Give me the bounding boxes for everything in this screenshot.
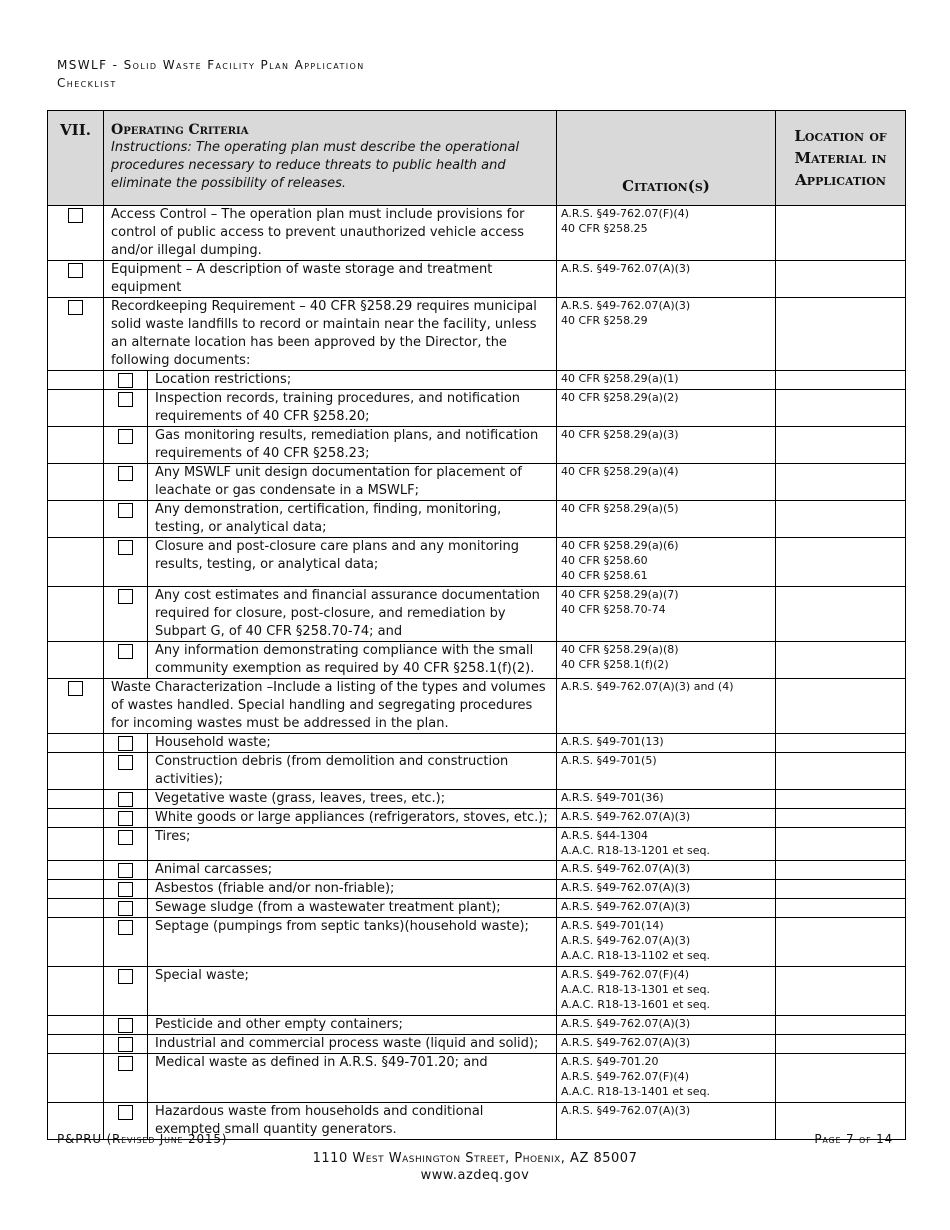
location-cell[interactable] <box>776 206 906 261</box>
subitem-text: Any demonstration, certification, finding, monitoring, testing, or analytical data; <box>148 501 557 538</box>
checkbox-cell <box>104 828 148 861</box>
location-cell[interactable] <box>776 261 906 298</box>
subitem-text: Any cost estimates and financial assurance documentation required for closure, post-closure, and remediation by Subpart G, of 40 CFR §258.70-74; and <box>148 587 557 642</box>
location-cell[interactable] <box>776 790 906 809</box>
citation-cell: A.R.S. §49-701(14) A.R.S. §49-762.07(A)(3) A.A.C. R18-13-1102 et seq. <box>557 918 776 967</box>
citation-cell: A.R.S. §49-762.07(A)(3) <box>557 880 776 899</box>
location-cell[interactable] <box>776 538 906 587</box>
checkbox[interactable] <box>118 1018 133 1033</box>
citation-cell: A.R.S. §49-762.07(A)(3) and (4) <box>557 679 776 734</box>
item-text: Equipment – A description of waste storage and treatment equipment <box>104 261 557 298</box>
subitem-text: White goods or large appliances (refrigerators, stoves, etc.); <box>148 809 557 828</box>
subitem-text: Tires; <box>148 828 557 861</box>
indent-cell <box>48 371 104 390</box>
location-cell[interactable] <box>776 899 906 918</box>
citation-cell: A.R.S. §49-701.20 A.R.S. §49-762.07(F)(4) A.A.C. R18-13-1401 et seq. <box>557 1054 776 1103</box>
indent-cell <box>48 861 104 880</box>
citation-cell: A.R.S. §49-701(5) <box>557 753 776 790</box>
checkbox-cell <box>104 371 148 390</box>
checkbox[interactable] <box>118 811 133 826</box>
checkbox-cell <box>104 1054 148 1103</box>
citation-cell: A.R.S. §49-762.07(A)(3) <box>557 1103 776 1140</box>
checkbox[interactable] <box>118 392 133 407</box>
subitem-text: Household waste; <box>148 734 557 753</box>
checklist-subitem-row <box>48 587 906 642</box>
checkbox-cell <box>104 642 148 679</box>
location-cell[interactable] <box>776 753 906 790</box>
location-cell[interactable] <box>776 1054 906 1103</box>
subitem-text: Construction debris (from demolition and construction activities); <box>148 753 557 790</box>
citation-cell: A.R.S. §49-762.07(A)(3) <box>557 261 776 298</box>
checkbox[interactable] <box>118 736 133 751</box>
citation-cell: A.R.S. §49-762.07(A)(3) <box>557 809 776 828</box>
checklist-item-row <box>48 261 906 298</box>
checklist-subitem-row <box>48 464 906 501</box>
checkbox[interactable] <box>118 901 133 916</box>
citation-cell: A.R.S. §49-762.07(A)(3) <box>557 899 776 918</box>
checkbox-cell <box>104 809 148 828</box>
checkbox-cell <box>104 790 148 809</box>
location-cell[interactable] <box>776 734 906 753</box>
indent-cell <box>48 587 104 642</box>
indent-cell <box>48 427 104 464</box>
checkbox[interactable] <box>118 1056 133 1071</box>
location-cell[interactable] <box>776 642 906 679</box>
checkbox-cell <box>104 538 148 587</box>
subitem-text: Sewage sludge (from a wastewater treatment plant); <box>148 899 557 918</box>
section-number: VII. <box>48 111 104 206</box>
checkbox[interactable] <box>118 1105 133 1120</box>
checklist-subitem-row <box>48 371 906 390</box>
location-cell[interactable] <box>776 501 906 538</box>
checkbox-cell <box>104 753 148 790</box>
citation-cell: A.R.S. §49-762.07(A)(3) <box>557 1016 776 1035</box>
indent-cell <box>48 918 104 967</box>
subitem-text: Industrial and commercial process waste (liquid and solid); <box>148 1035 557 1054</box>
checkbox-cell <box>104 967 148 1016</box>
checkbox-cell <box>48 679 104 734</box>
location-cell[interactable] <box>776 427 906 464</box>
citation-cell: A.R.S. §49-701(13) <box>557 734 776 753</box>
subitem-text: Hazardous waste from households and conditional exempted small quantity generators. <box>148 1103 557 1140</box>
item-text: Access Control – The operation plan must include provisions for control of public access to prevent unauthorized vehicle access and/or illegal dumping. <box>104 206 557 261</box>
header-title: MSWLF - Solid Waste Facility Plan Application <box>57 58 365 72</box>
citation-column-header: Citation(s) <box>557 111 776 206</box>
checkbox[interactable] <box>68 681 83 696</box>
checkbox[interactable] <box>118 830 133 845</box>
location-cell[interactable] <box>776 464 906 501</box>
location-cell[interactable] <box>776 371 906 390</box>
location-cell[interactable] <box>776 828 906 861</box>
location-cell[interactable] <box>776 1035 906 1054</box>
checkbox-cell <box>104 390 148 427</box>
checkbox-cell <box>104 1035 148 1054</box>
checklist-subitem-row <box>48 899 906 918</box>
checkbox[interactable] <box>118 882 133 897</box>
checkbox-cell <box>104 918 148 967</box>
checkbox-cell <box>48 206 104 261</box>
indent-cell <box>48 828 104 861</box>
checklist-subitem-row <box>48 880 906 899</box>
checklist-item-row <box>48 679 906 734</box>
indent-cell <box>48 880 104 899</box>
checklist-subitem-row <box>48 1035 906 1054</box>
checklist-subitem-row <box>48 918 906 967</box>
subitem-text: Inspection records, training procedures, and notification requirements of 40 CFR §258.20; <box>148 390 557 427</box>
checkbox[interactable] <box>118 373 133 388</box>
indent-cell <box>48 464 104 501</box>
location-column-header: Location of Material in Application <box>776 111 906 206</box>
checkbox[interactable] <box>118 589 133 604</box>
subitem-text: Closure and post-closure care plans and any monitoring results, testing, or analytical data; <box>148 538 557 587</box>
checkbox[interactable] <box>68 263 83 278</box>
checklist-subitem-row <box>48 642 906 679</box>
citation-cell: 40 CFR §258.29(a)(5) <box>557 501 776 538</box>
checkbox-cell <box>48 298 104 371</box>
indent-cell <box>48 734 104 753</box>
subitem-text: Animal carcasses; <box>148 861 557 880</box>
subitem-text: Gas monitoring results, remediation plans, and notification requirements of 40 CFR §258.23; <box>148 427 557 464</box>
citation-cell: A.R.S. §49-762.07(A)(3) <box>557 1035 776 1054</box>
citation-cell: 40 CFR §258.29(a)(1) <box>557 371 776 390</box>
section-heading-cell <box>104 111 557 206</box>
subitem-text: Septage (pumpings from septic tanks)(household waste); <box>148 918 557 967</box>
checklist-subitem-row <box>48 828 906 861</box>
indent-cell <box>48 790 104 809</box>
checkbox-cell <box>104 899 148 918</box>
subitem-text: Any MSWLF unit design documentation for placement of leachate or gas condensate in a MSWLF; <box>148 464 557 501</box>
checklist-subitem-row <box>48 861 906 880</box>
location-cell[interactable] <box>776 390 906 427</box>
checkbox[interactable] <box>118 644 133 659</box>
checkbox[interactable] <box>68 300 83 315</box>
location-cell[interactable] <box>776 809 906 828</box>
location-cell[interactable] <box>776 298 906 371</box>
citation-cell: 40 CFR §258.29(a)(4) <box>557 464 776 501</box>
checklist-subitem-row <box>48 790 906 809</box>
indent-cell <box>48 967 104 1016</box>
checkbox-cell <box>104 861 148 880</box>
indent-cell <box>48 1054 104 1103</box>
checklist-subitem-row <box>48 427 906 464</box>
citation-cell: 40 CFR §258.29(a)(8) 40 CFR §258.1(f)(2) <box>557 642 776 679</box>
citation-cell: A.R.S. §44-1304 A.A.C. R18-13-1201 et seq. <box>557 828 776 861</box>
checkbox[interactable] <box>118 1037 133 1052</box>
header-subtitle: Checklist <box>57 76 117 90</box>
checkbox-cell <box>104 464 148 501</box>
checklist-item-row <box>48 298 906 371</box>
citation-cell: 40 CFR §258.29(a)(7) 40 CFR §258.70-74 <box>557 587 776 642</box>
citation-cell: A.R.S. §49-762.07(F)(4) 40 CFR §258.25 <box>557 206 776 261</box>
indent-cell <box>48 390 104 427</box>
indent-cell <box>48 1035 104 1054</box>
subitem-text: Special waste; <box>148 967 557 1016</box>
checkbox[interactable] <box>118 540 133 555</box>
indent-cell <box>48 1016 104 1035</box>
checklist-subitem-row <box>48 538 906 587</box>
citation-cell: A.R.S. §49-762.07(A)(3) 40 CFR §258.29 <box>557 298 776 371</box>
table-header-row <box>48 111 906 206</box>
checkbox-cell <box>104 587 148 642</box>
checkbox[interactable] <box>118 920 133 935</box>
checklist-subitem-row <box>48 390 906 427</box>
location-cell[interactable] <box>776 967 906 1016</box>
checkbox-cell <box>104 427 148 464</box>
checklist-subitem-row <box>48 809 906 828</box>
checkbox-cell <box>104 1016 148 1035</box>
checkbox-cell <box>104 501 148 538</box>
subitem-text: Any information demonstrating compliance with the small community exemption as required by 40 CFR §258.1(f)(2). <box>148 642 557 679</box>
page-header <box>57 56 365 92</box>
checkbox[interactable] <box>118 755 133 770</box>
checkbox[interactable] <box>118 429 133 444</box>
indent-cell <box>48 501 104 538</box>
checkbox[interactable] <box>68 208 83 223</box>
checklist-subitem-row <box>48 967 906 1016</box>
citation-cell: 40 CFR §258.29(a)(3) <box>557 427 776 464</box>
indent-cell <box>48 642 104 679</box>
citation-cell: 40 CFR §258.29(a)(6) 40 CFR §258.60 40 CFR §258.61 <box>557 538 776 587</box>
subitem-text: Asbestos (friable and/or non-friable); <box>148 880 557 899</box>
citation-cell: A.R.S. §49-701(36) <box>557 790 776 809</box>
subitem-text: Vegetative waste (grass, leaves, trees, etc.); <box>148 790 557 809</box>
footer-revision: P&PRU (Revised June 2015) <box>57 1132 228 1146</box>
location-cell[interactable] <box>776 880 906 899</box>
footer-address-block <box>0 1150 950 1184</box>
indent-cell <box>48 538 104 587</box>
location-cell[interactable] <box>776 679 906 734</box>
item-text: Recordkeeping Requirement – 40 CFR §258.29 requires municipal solid waste landfills to record or maintain near the facility, unless an alternate location has been approved by the Director, the following documents: <box>104 298 557 371</box>
checkbox[interactable] <box>118 503 133 518</box>
section-instructions: Instructions: The operating plan must describe the operational procedures necessary to reduce threats to public health and eliminate the possibility of releases. <box>111 140 520 191</box>
checkbox[interactable] <box>118 792 133 807</box>
checklist-item-row <box>48 206 906 261</box>
checkbox[interactable] <box>118 969 133 984</box>
checkbox-cell <box>104 734 148 753</box>
indent-cell <box>48 753 104 790</box>
section-title: Operating Criteria <box>111 122 249 138</box>
citation-cell: A.R.S. §49-762.07(F)(4) A.A.C. R18-13-1301 et seq. A.A.C. R18-13-1601 et seq. <box>557 967 776 1016</box>
location-cell[interactable] <box>776 587 906 642</box>
location-cell[interactable] <box>776 1016 906 1035</box>
subitem-text: Pesticide and other empty containers; <box>148 1016 557 1035</box>
indent-cell <box>48 809 104 828</box>
location-cell[interactable] <box>776 861 906 880</box>
checkbox-cell <box>104 880 148 899</box>
checkbox-cell <box>48 261 104 298</box>
citation-cell: 40 CFR §258.29(a)(2) <box>557 390 776 427</box>
indent-cell <box>48 899 104 918</box>
operating-criteria-table <box>47 110 906 1140</box>
checklist-subitem-row <box>48 1016 906 1035</box>
checkbox[interactable] <box>118 863 133 878</box>
location-cell[interactable] <box>776 918 906 967</box>
citation-cell: A.R.S. §49-762.07(A)(3) <box>557 861 776 880</box>
footer-page-number: Page 7 of 14 <box>814 1132 893 1146</box>
checklist-subitem-row <box>48 1054 906 1103</box>
checklist-subitem-row <box>48 501 906 538</box>
checkbox[interactable] <box>118 466 133 481</box>
checklist-subitem-row <box>48 734 906 753</box>
subitem-text: Location restrictions; <box>148 371 557 390</box>
footer-website: www.azdeq.gov <box>420 1168 530 1183</box>
footer-address: 1110 West Washington Street, Phoenix, AZ 85007 <box>312 1151 638 1166</box>
checklist-subitem-row <box>48 753 906 790</box>
subitem-text: Medical waste as defined in A.R.S. §49-701.20; and <box>148 1054 557 1103</box>
item-text: Waste Characterization –Include a listing of the types and volumes of wastes handled. Special handling and segregating procedures for incoming wastes must be addressed in the plan. <box>104 679 557 734</box>
